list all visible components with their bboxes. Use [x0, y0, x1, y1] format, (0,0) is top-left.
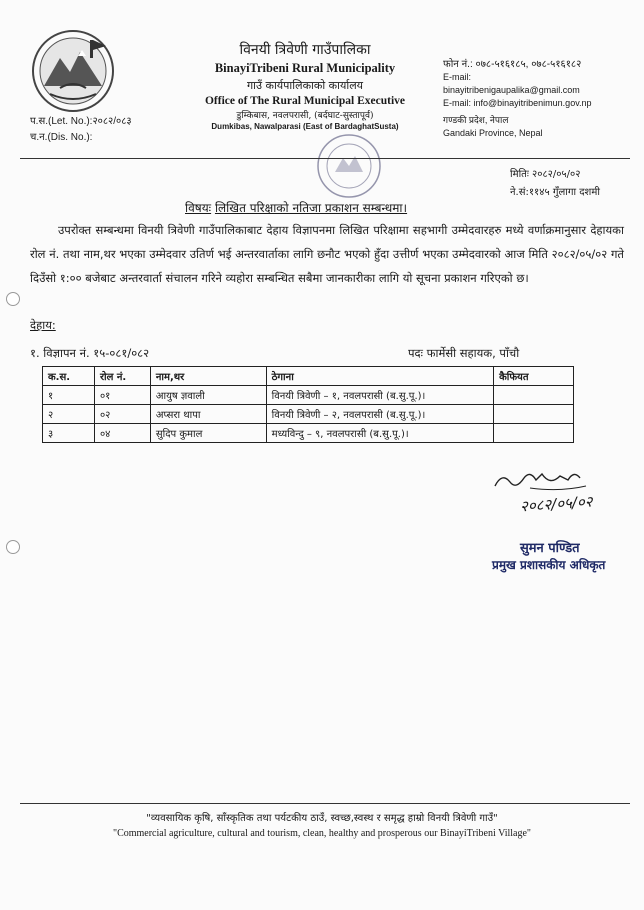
punch-hole [6, 540, 20, 554]
phone-number: फोन नं.: ०७८-५१६१८५, ०७८-५१६१८२ [443, 59, 582, 70]
nepal-samvat-date: ने.सं:११४५ गुँलागा दशमी [510, 187, 600, 198]
cell-name: सुदिप कुमाल [150, 424, 266, 443]
punch-hole [6, 292, 20, 306]
address-en: Dumkibas, Nawalparasi (East of BardaghatSusta) [211, 122, 399, 131]
cell-roll: ०४ [94, 424, 150, 443]
municipality-name-en: BinayiTribeni Rural Municipality [214, 61, 396, 75]
address-np: डुम्किबास, नवलपरासी, (बर्दघाट-सुस्तापूर्व) [236, 111, 374, 121]
nepal-emblem-logo [30, 28, 116, 114]
email-primary: binayitribenigaupalika@gmail.com [443, 85, 580, 95]
header-remarks: कैफियत [494, 367, 574, 386]
table-row [43, 386, 574, 405]
office-name-np: गाउँ कार्यपालिकाको कार्यालय [246, 79, 364, 92]
letter-number: प.स.(Let. No.):२०८२/०८३ [30, 116, 132, 127]
date-block [510, 166, 600, 202]
cell-roll: ०१ [94, 386, 150, 405]
footer-slogan-np: "व्यवसायिक कृषि, साँस्कृतिक तथा पर्यटकीय ठाउँ, स्वच्छ,स्वस्थ र समृद्ध हाम्रो विनयी त्रिवेणी गाउँ" [146, 813, 498, 824]
subject-label: विषयः [185, 201, 212, 215]
cell-serial: १ [43, 386, 95, 405]
table-row [43, 405, 574, 424]
footer-divider [20, 803, 630, 804]
province-np: गण्डकी प्रदेश, नेपाल [443, 115, 509, 125]
header-address: ठेगाना [266, 367, 493, 386]
results-table [42, 366, 574, 443]
header-name: नाम,थर [150, 367, 266, 386]
cell-address: विनयी त्रिवेणी – १, नवलपरासी (ब.सु.पू.)। [266, 386, 493, 405]
notice-paragraph: उपरोक्त सम्बन्धमा विनयी त्रिवेणी गाउँपालिकाबाट देहाय विज्ञापनमा लिखित परिक्षामा सहभागी उम्मेदवारहरु मध्ये वर्णाक्रमानुसार देहायका रोल नं. तथा नाम,थर भएका उम्मेदवार उतिर्ण भई अन्तरवार्ताका लागि छनौट भएको हुँदा उत्तीर्ण भएका उम्मेदवारको आज मिति २०८२/०५/०२ गते दिउँसो १:०० बजेबाट अन्तरवार्ता संचालन गरिने व्यहोरा सम्बन्धित सबैमा जानकारीका लागि यो सूचना प्रकाशन गरिएको छ। [30, 223, 624, 285]
cell-remarks [494, 424, 574, 443]
province-en: Gandaki Province, Nepal [443, 128, 543, 138]
cell-roll: ०२ [94, 405, 150, 424]
cell-address: विनयी त्रिवेणी – २, नवलपरासी (ब.सु.पू.)। [266, 405, 493, 424]
contact-block [443, 58, 639, 140]
cell-serial: २ [43, 405, 95, 424]
cell-serial: ३ [43, 424, 95, 443]
email-label: E-mail: [443, 72, 472, 82]
cell-name: आयुष ज्ञवाली [150, 386, 266, 405]
vacancy-number: १. विज्ञापन नं. १५-०८१/०८२ [30, 346, 150, 360]
signature-date: २०८२/०५/०२ [519, 492, 594, 516]
date-line: मितिः २०८२/०५/०२ [510, 169, 581, 180]
letterhead [190, 40, 420, 131]
office-name-en: Office of The Rural Municipal Executive [204, 95, 406, 107]
officer-name: सुमन पण्डित [520, 541, 580, 556]
dehay-heading: देहाय: [30, 318, 56, 332]
email-secondary: E-mail: info@binayitribenimun.gov.np [443, 98, 592, 108]
dispatch-number: च.न.(Dis. No.): [30, 132, 93, 143]
header-divider [20, 158, 630, 159]
reference-block [30, 114, 132, 146]
municipality-name-np: विनयी त्रिवेणी गाउँपालिका [239, 42, 371, 58]
table-row [43, 424, 574, 443]
header-serial: क.स. [43, 367, 95, 386]
cell-address: मध्यविन्दु – ९, नवलपरासी (ब.सु.पू.)। [266, 424, 493, 443]
office-seal-stamp [315, 132, 383, 200]
header-roll: रोल नं. [94, 367, 150, 386]
footer-slogan-en: "Commercial agriculture, cultural and tourism, clean, healthy and prosperous our BinayiTribeni Village" [112, 828, 532, 839]
subject-line [185, 199, 407, 216]
cell-name: अप्सरा थापा [150, 405, 266, 424]
cell-remarks [494, 386, 574, 405]
officer-designation: प्रमुख प्रशासकीय अधिकृत [492, 558, 606, 572]
table-header-row [43, 367, 574, 386]
post-name: पदः फार्मेसी सहायक, पाँचौ [408, 346, 520, 360]
cell-remarks [494, 405, 574, 424]
notice-body [30, 218, 624, 290]
subject-text: लिखित परिक्षाको नतिजा प्रकाशन सम्बन्धमा। [214, 201, 408, 215]
